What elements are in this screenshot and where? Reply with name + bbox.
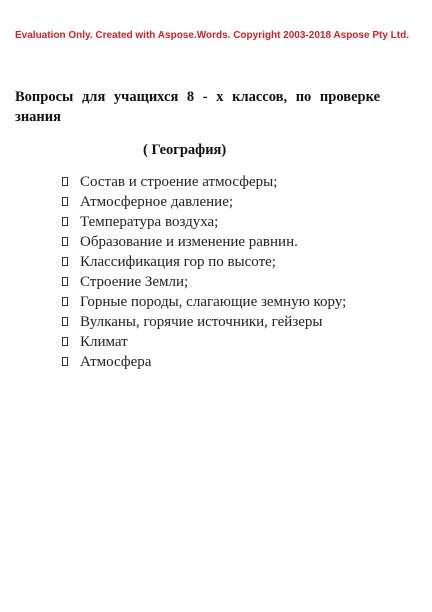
bullet-icon: [62, 177, 68, 186]
bullet-icon: [62, 337, 68, 346]
topic-text: Климат: [80, 333, 128, 350]
list-item: [62, 172, 346, 192]
topic-text: Строение Земли;: [80, 273, 189, 290]
bullet-icon: [62, 277, 68, 286]
bullet-icon: [62, 197, 68, 206]
list-item: [62, 272, 346, 292]
bullet-icon: [62, 257, 68, 266]
topic-text: Состав и строение атмосферы;: [80, 173, 278, 190]
document-heading: [15, 87, 432, 127]
bullet-icon: [62, 357, 68, 366]
evaluation-watermark: Evaluation Only. Created with Aspose.Words. Copyright 2003-2018 Aspose Pty Ltd.: [15, 30, 409, 41]
list-item: [62, 252, 346, 272]
bullet-icon: [62, 317, 68, 326]
list-item: [62, 312, 346, 332]
list-item: [62, 352, 346, 372]
subject-title: ( География): [143, 142, 227, 158]
list-item: [62, 212, 346, 232]
list-item: [62, 192, 346, 212]
topic-text: Температура воздуха;: [80, 213, 219, 230]
heading-line-1: Вопросы для учащихся 8 - х классов, по проверке: [15, 89, 381, 105]
bullet-icon: [62, 237, 68, 246]
topic-list: [62, 172, 346, 372]
topic-text: Вулканы, горячие источники, гейзеры: [80, 313, 323, 330]
list-item: [62, 332, 346, 352]
list-item: [62, 232, 346, 252]
topic-text: Горные породы, слагающие земную кору;: [80, 293, 347, 310]
list-item: [62, 292, 346, 312]
topic-text: Классификация гор по высоте;: [80, 253, 276, 270]
bullet-icon: [62, 297, 68, 306]
bullet-icon: [62, 217, 68, 226]
heading-line-2: знания: [15, 109, 61, 125]
topic-text: Атмосферное давление;: [80, 193, 234, 210]
topic-text: Образование и изменение равнин.: [80, 233, 298, 250]
topic-text: Атмосфера: [80, 353, 152, 370]
